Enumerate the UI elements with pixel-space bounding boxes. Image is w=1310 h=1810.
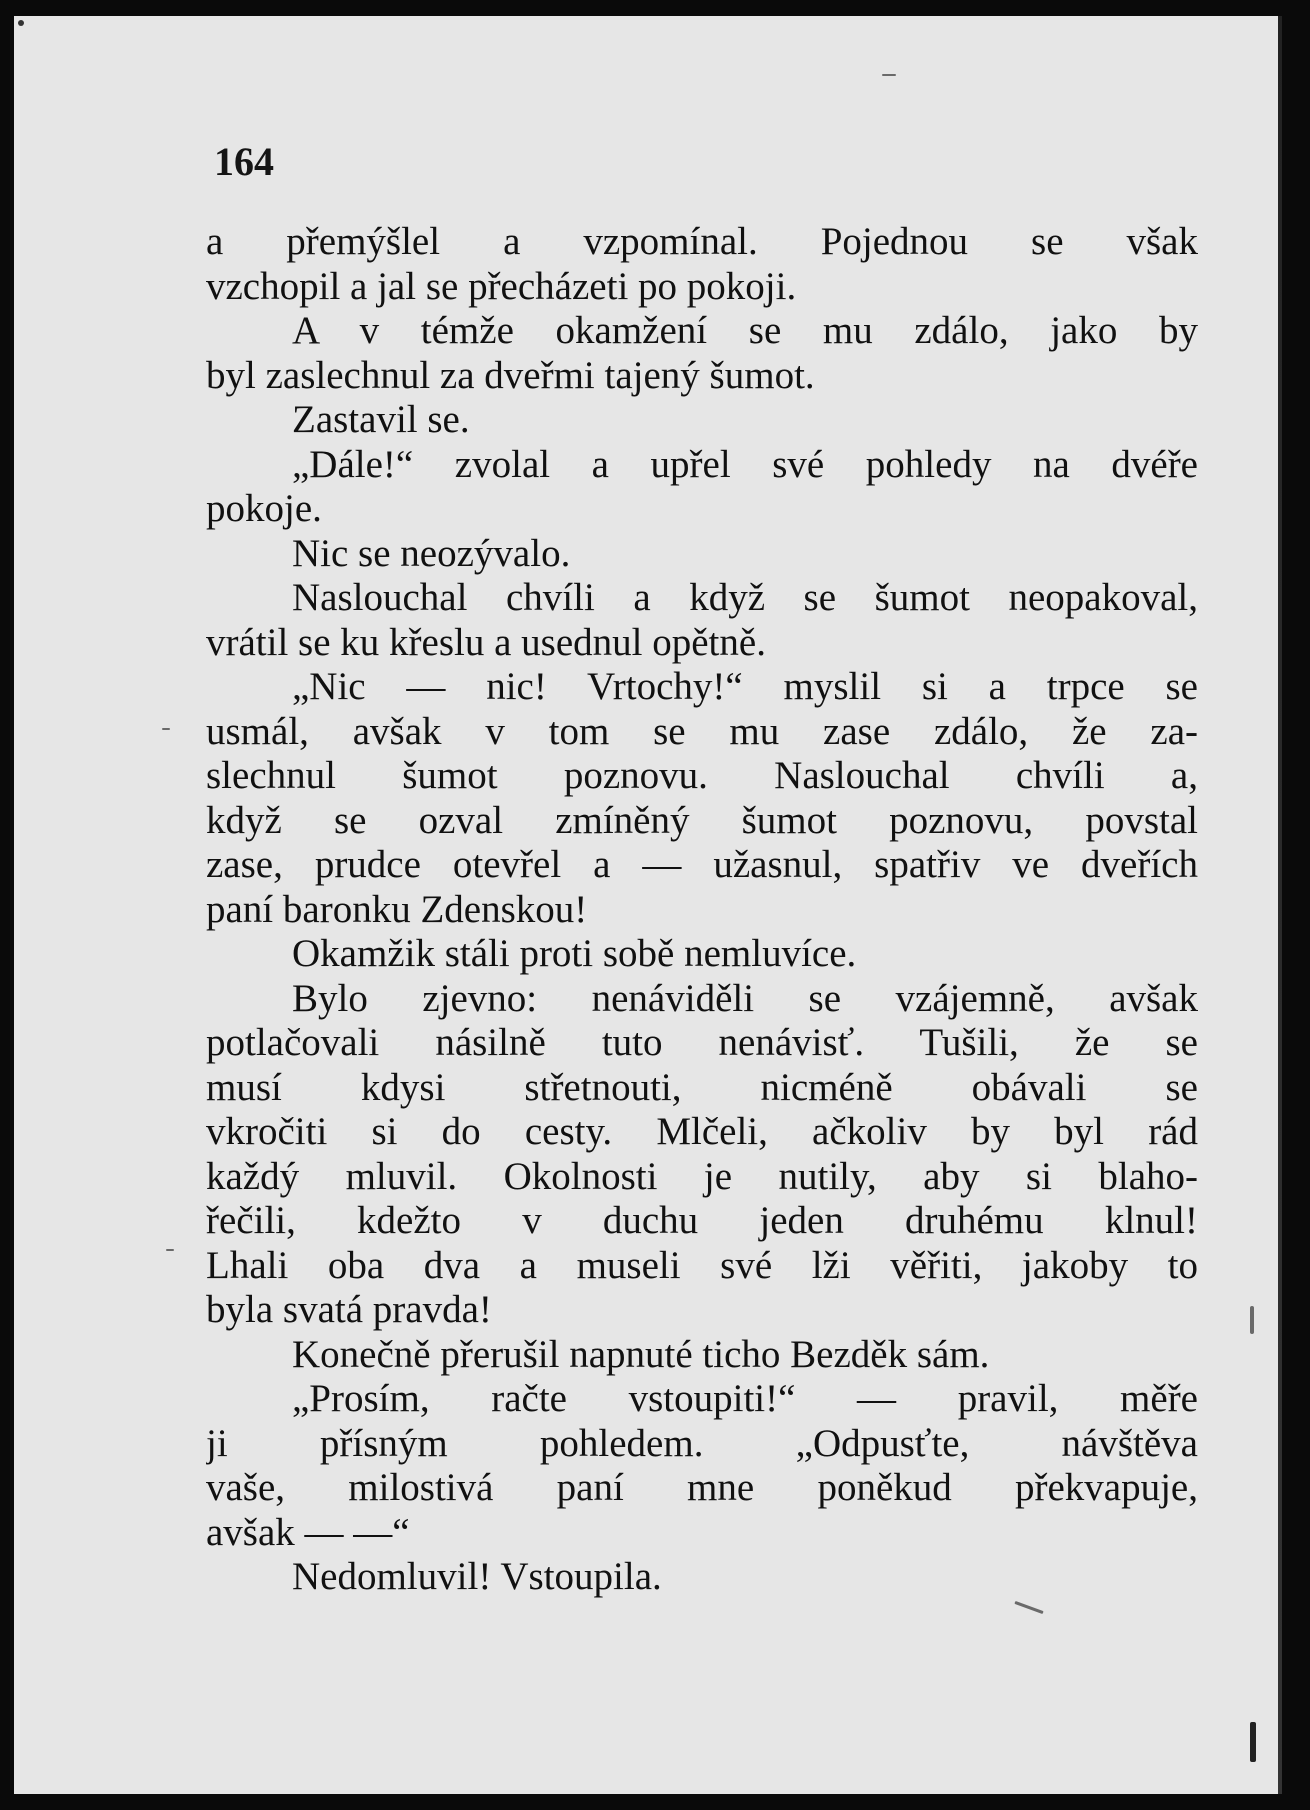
text-line: „Nic — nic! Vrtochy!“ myslil si a trpce se [292, 665, 1198, 708]
text-line: Zastavil se. [292, 398, 470, 441]
paper-speck [1014, 1601, 1043, 1614]
paper-speck [18, 20, 24, 26]
body-text [206, 220, 1198, 1600]
book-page [14, 16, 1282, 1794]
page-number: 164 [214, 139, 274, 184]
page-edge-shadow [1278, 16, 1282, 1794]
text-line: řečili, kdežto v duchu jeden druhému klnul! [206, 1199, 1198, 1242]
text-line: „Prosím, račte vstoupiti!“ — pravil, měře [292, 1377, 1198, 1420]
text-line: vkročiti si do cesty. Mlčeli, ačkoliv by byl rád [206, 1110, 1198, 1153]
text-line: Naslouchal chvíli a když se šumot neopakoval, [292, 576, 1198, 619]
text-line: potlačovali násilně tuto nenávisť. Tušili, že se [206, 1021, 1198, 1064]
text-line: když se ozval zmíněný šumot poznovu, povstal [206, 798, 1198, 842]
text-line: usmál, avšak v tom se mu zase zdálo, že za- [206, 709, 1198, 753]
text-line: a přemýšlel a vzpomínal. Pojednou se však [206, 220, 1198, 263]
text-line: Konečně přerušil napnuté ticho Bezděk sám. [292, 1332, 990, 1376]
text-line: ji přísným pohledem. „Odpusťte, návštěva [206, 1421, 1198, 1465]
text-line: „Dále!“ zvolal a upřel své pohledy na dvéře [292, 442, 1198, 486]
text-line: vaše, milostivá paní mne poněkud překvapuje, [206, 1466, 1198, 1509]
paper-speck [1250, 1722, 1256, 1762]
text-line: slechnul šumot poznovu. Naslouchal chvíli a, [206, 754, 1198, 797]
paper-speck [166, 1249, 174, 1251]
text-line: paní baronku Zdenskou! [206, 887, 588, 931]
text-line: vzchopil a jal se přecházeti po pokoji. [206, 264, 797, 308]
text-line: byl zaslechnul za dveřmi tajený šumot. [206, 353, 815, 397]
text-line: Lhali oba dva a museli své lži věřiti, jakoby to [206, 1243, 1198, 1287]
text-line: vrátil se ku křeslu a usednul opětně. [206, 620, 766, 664]
text-line: Okamžik stáli proti sobě nemluvíce. [292, 932, 857, 975]
text-line: Nedomluvil! Vstoupila. [292, 1555, 662, 1598]
paper-speck [1250, 1306, 1254, 1334]
text-line: avšak — —“ [206, 1510, 410, 1554]
text-line: byla svatá pravda! [206, 1288, 492, 1331]
paper-speck [162, 728, 170, 730]
paper-speck [882, 74, 896, 76]
text-line: Bylo zjevno: nenáviděli se vzájemně, avšak [292, 976, 1198, 1020]
text-line: A v témže okamžení se mu zdálo, jako by [292, 309, 1198, 352]
text-line: Nic se neozývalo. [292, 531, 571, 575]
text-line: musí kdysi střetnouti, nicméně obávali se [206, 1065, 1198, 1109]
text-line: zase, prudce otevřel a — užasnul, spatřiv ve dveřích [206, 843, 1198, 886]
text-line: pokoje. [206, 487, 322, 530]
text-line: každý mluvil. Okolnosti je nutily, aby si blaho- [206, 1154, 1198, 1198]
